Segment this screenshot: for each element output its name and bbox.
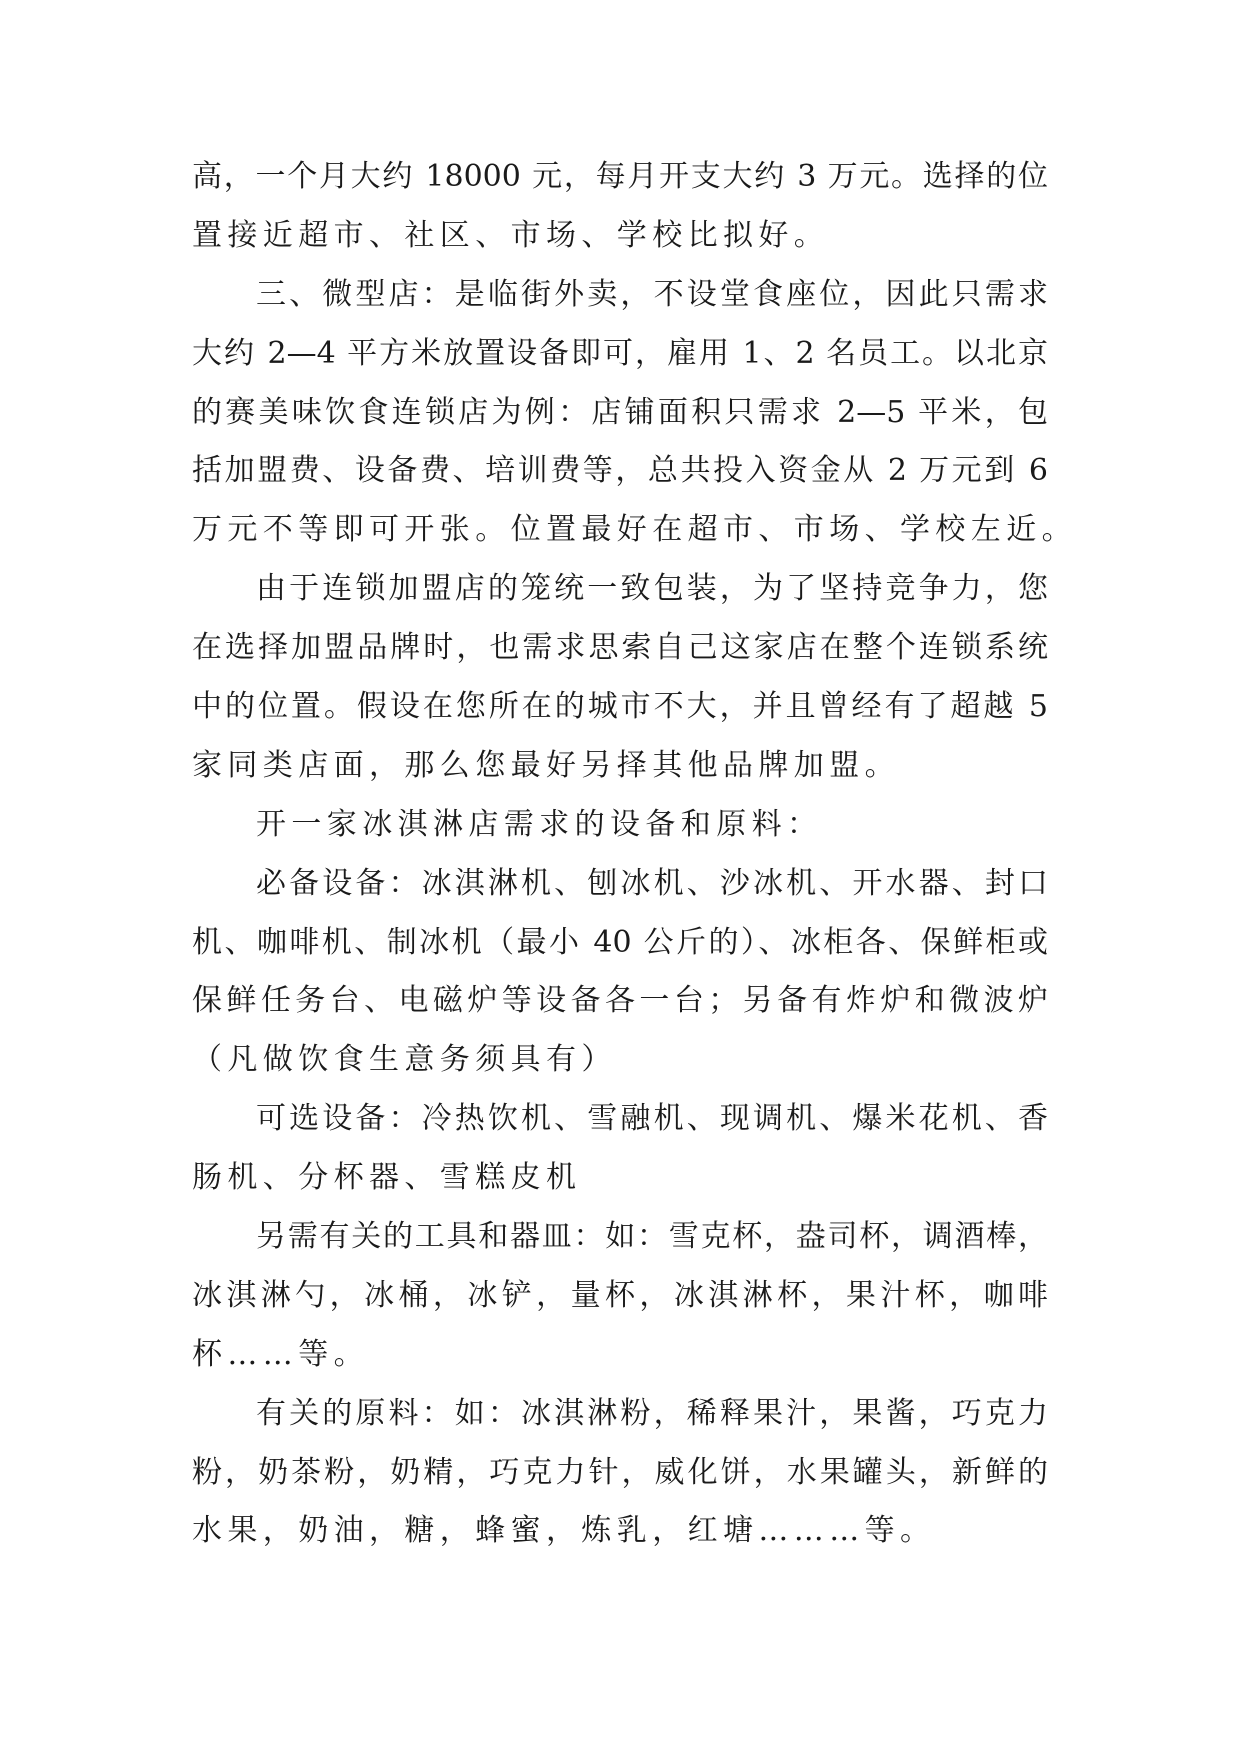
text-line: 开一家冰淇淋店需求的设备和原料： [256, 806, 823, 842]
text-line: 可选设备：冷热饮机、雪融机、现调机、爆米花机、香 [256, 1101, 1048, 1137]
text-line: 由于连锁加盟店的笼统一致包装，为了坚持竞争力，您 [256, 571, 1048, 607]
text-line: 括加盟费、设备费、培训费等，总共投入资金从 2 万元到 6 [192, 453, 1048, 489]
text-line: 必备设备：冰淇淋机、刨冰机、沙冰机、开水器、封口 [256, 865, 1048, 901]
text-line: 冰淇淋勺，冰桶，冰铲，量杯，冰淇淋杯，果汁杯，咖啡 [192, 1277, 1048, 1313]
text-line: 的赛美味饮食连锁店为例：店铺面积只需求 2—5 平米，包 [192, 394, 1048, 430]
text-line: 在选择加盟品牌时，也需求思索自己这家店在整个连锁系统 [192, 630, 1048, 666]
text-line: （凡做饮食生意务须具有） [192, 1042, 617, 1078]
text-line: 肠机、分杯器、雪糕皮机 [192, 1160, 582, 1196]
text-line: 杯……等。 [192, 1336, 369, 1372]
text-line: 保鲜任务台、电磁炉等设备各一台；另备有炸炉和微波炉 [192, 983, 1048, 1019]
text-line: 万元不等即可开张。位置最好在超市、市场、学校左近。 [192, 512, 1077, 548]
text-line: 中的位置。假设在您所在的城市不大，并且曾经有了超越 5 [192, 689, 1048, 725]
text-line: 三、微型店：是临街外卖，不设堂食座位，因此只需求 [256, 276, 1048, 312]
text-line: 高，一个月大约 18000 元，每月开支大约 3 万元。选择的位 [192, 159, 1048, 194]
text-line: 置接近超市、社区、市场、学校比拟好。 [192, 217, 830, 253]
text-line: 大约 2—4 平方米放置设备即可，雇用 1、2 名员工。以北京 [192, 335, 1048, 371]
text-line: 另需有关的工具和器皿：如：雪克杯，盎司杯，调酒棒， [256, 1219, 1048, 1255]
text-line: 粉，奶茶粉，奶精，巧克力针，威化饼，水果罐头，新鲜的 [192, 1454, 1048, 1490]
text-line: 家同类店面，那么您最好另择其他品牌加盟。 [192, 747, 900, 783]
text-line: 有关的原料：如：冰淇淋粉，稀释果汁，果酱，巧克力 [256, 1395, 1048, 1431]
text-line: 机、咖啡机、制冰机（最小 40 公斤的）、冰柜各、保鲜柜或 [192, 924, 1048, 960]
document-page [192, 148, 1077, 1561]
text-line: 水果，奶油，糖，蜂蜜，炼乳，红塘………等。 [192, 1513, 936, 1549]
